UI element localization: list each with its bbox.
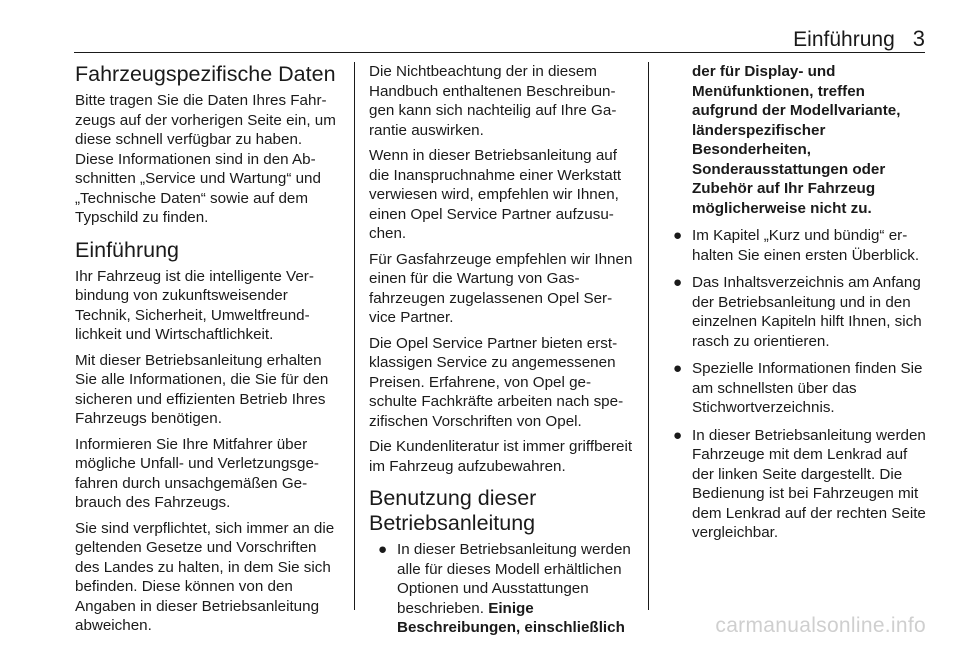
paragraph: Die Nichtbeachtung der in diesem Handbuch enthaltenen Beschreibungen kann sich nachteilig auf Ihre Garantie auswirken. [369,63,617,139]
section-heading: Einführung [75,237,179,262]
list-item [664,226,929,265]
bullet-icon: ● [673,274,683,291]
page-number: 3 [912,26,925,51]
header-title: Einführung [793,28,895,51]
bold-continuation: der für Display- und Menüfunktionen, treffen aufgrund der Modellvariante, länderspezifischer Besonderheiten, Sonderausstattungen oder Zubehör auf Ihr Fahrzeug möglicherweise nicht zu. [692,63,901,217]
bullet-icon: ● [378,541,388,558]
watermark: carmanualsonline.info [715,614,926,637]
bullet-icon: ● [673,360,683,377]
paragraph: Bitte tragen Sie die Daten Ihres Fahrzeugs auf der vorherigen Seite ein, um diese schnell verfügbar zu haben. Diese Informationen sind in den Abschnitten „Service und Wartung“ und „Technische Daten“ sowie auf dem Typschild zu finden. [75,92,336,226]
list-item-text: In dieser Betriebsanleitung werden alle für dieses Modell erhältlichen Optionen und Ausstattungen beschrieben. [397,541,631,617]
paragraph: Für Gasfahrzeuge empfehlen wir Ihnen einen für die Wartung von Gasfahrzeugen zugelassenen Opel Service Partner. [369,250,633,326]
paragraph: Informieren Sie Ihre Mitfahrer über mögliche Unfall- und Verletzungsgefahren durch unsachgemäßen Gebrauch des Fahrzeugs. [75,435,319,511]
paragraph: Ihr Fahrzeug ist die intelligente Verbindung von zukunftsweisender Technik, Sicherheit, Umweltfreundlichkeit und Wirtschaftlichkeit. [75,267,314,343]
list-item-text: Spezielle Informationen finden Sie am schnellsten über das Stichwortverzeichnis. [692,360,923,416]
header-rule [74,52,925,53]
paragraph: Mit dieser Betriebsanleitung erhalten Sie alle Informationen, die Sie für den sicheren und effizienten Betrieb Ihres Fahrzeugs benötigen. [75,351,329,427]
bullet-list [369,540,633,638]
column-2 [369,62,633,646]
list-item [664,426,929,543]
list-item [664,359,929,418]
bullet-list [664,226,929,543]
list-item [369,540,633,638]
column-3 [664,62,929,551]
paragraph: Die Kundenliteratur ist immer griffbereit im Fahrzeug aufzubewahren. [369,438,633,475]
section-heading: Benutzung dieser Betriebsanleitung [369,486,537,535]
paragraph: Die Opel Service Partner bieten erstklassigen Service zu angemessenen Preisen. Erfahrene, von Opel geschulte Fachkräfte arbeiten nach spezifischen Vorschriften von Opel. [369,334,624,430]
list-item [664,273,929,351]
list-item-text: In dieser Betriebsanleitung werden Fahrzeuge mit dem Lenkrad auf der linken Seite dargestellt. Die Bedienung ist bei Fahrzeugen mit dem Lenkrad auf der rechten Seite vergleichbar. [692,426,926,541]
paragraph: Sie sind verpflichtet, sich immer an die geltenden Gesetze und Vorschriften des Landes zu halten, in dem Sie sich befinden. Diese können von den Angaben in dieser Betriebsanleitung abweichen. [75,519,335,634]
list-item-text: Im Kapitel „Kurz und bündig“ erhalten Sie einen ersten Überblick. [692,227,920,264]
bullet-icon: ● [673,227,683,244]
bullet-icon: ● [673,426,683,444]
list-item-text: Das Inhaltsverzeichnis am Anfang der Betriebsanleitung und in den einzelnen Kapiteln hilft Ihnen, sich rasch zu orientieren. [692,274,922,350]
column-divider [648,62,649,610]
list-item-bold-text: Einige Beschreibungen, einschließlich [397,599,625,636]
column-1 [75,62,345,642]
column-divider [354,62,355,610]
page-header [70,26,925,52]
section-heading: Fahrzeugspezifische Daten [75,62,336,86]
paragraph: Wenn in dieser Betriebsanleitung auf die Inanspruchnahme einer Werkstatt verwiesen wird, empfehlen wir Ihnen, einen Opel Service Partner aufzusuchen. [369,147,622,242]
